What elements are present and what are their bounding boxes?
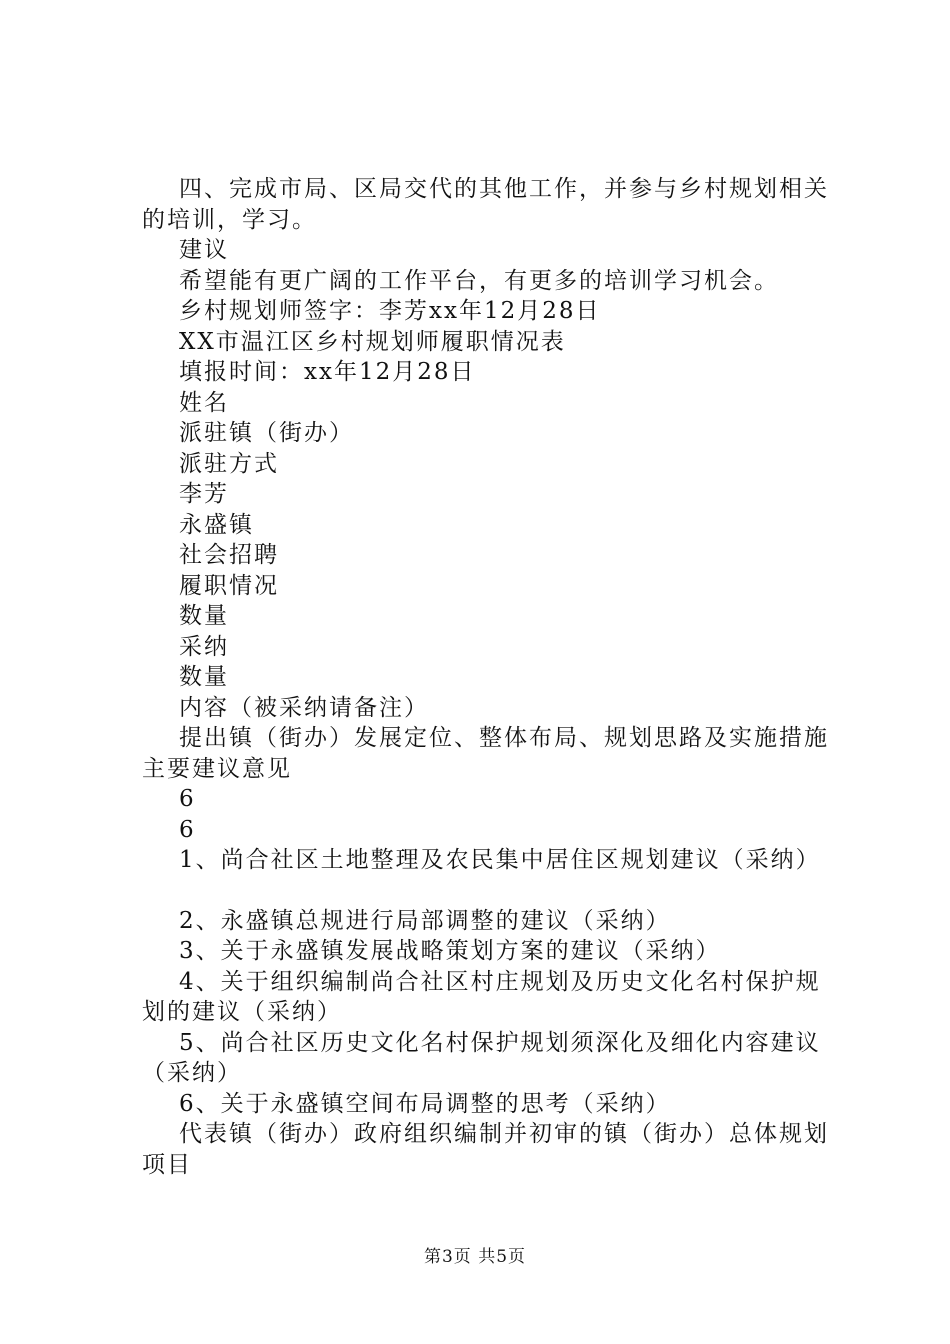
paragraph: 乡村规划师签字：李芳xx年12月28日 <box>179 298 601 324</box>
paragraph: 姓名 <box>179 389 229 416</box>
paragraph: 代表镇（街办）政府组织编制并初审的镇（街办）总体规划项目 <box>142 1121 829 1178</box>
paragraph: 永盛镇 <box>179 511 254 538</box>
paragraph: 社会招聘 <box>179 542 279 568</box>
paragraph: 提出镇（街办）发展定位、整体布局、规划思路及实施措施主要建议意见 <box>142 725 829 782</box>
paragraph: 填报时间：xx年12月28日 <box>179 359 476 385</box>
paragraph: 5、尚合社区历史文化名村保护规划须深化及细化内容建议（采纳） <box>142 1029 821 1086</box>
paragraph: 派驻方式 <box>179 450 279 477</box>
paragraph: 四、完成市局、区局交代的其他工作，并参与乡村规划相关的培训，学习。 <box>142 176 829 233</box>
paragraph: 数量 <box>179 664 229 690</box>
paragraph: 4、关于组织编制尚合社区村庄规划及历史文化名村保护规划的建议（采纳） <box>142 968 821 1025</box>
document-body <box>142 174 832 1180</box>
paragraph: 建议 <box>179 237 229 263</box>
paragraph: 6 <box>179 816 196 843</box>
paragraph: 李芳 <box>179 481 229 507</box>
paragraph: 采纳 <box>179 633 229 660</box>
paragraph: 内容（被采纳请备注） <box>179 694 429 721</box>
paragraph: XX市温江区乡村规划师履职情况表 <box>179 328 566 355</box>
paragraph: 3、关于永盛镇发展战略策划方案的建议（采纳） <box>179 938 721 964</box>
page-footer: 第3页 共5页 <box>423 1247 527 1267</box>
blank-line <box>142 876 832 906</box>
paragraph: 履职情况 <box>179 572 279 599</box>
paragraph: 1、尚合社区土地整理及农民集中居住区规划建议（采纳） <box>179 847 821 873</box>
paragraph: 希望能有更广阔的工作平台，有更多的培训学习机会。 <box>179 267 779 294</box>
paragraph: 6 <box>179 786 196 812</box>
paragraph: 派驻镇（街办） <box>179 420 354 446</box>
paragraph: 数量 <box>179 603 229 629</box>
paragraph: 2、永盛镇总规进行局部调整的建议（采纳） <box>179 907 671 934</box>
paragraph: 6、关于永盛镇空间布局调整的思考（采纳） <box>179 1090 671 1117</box>
